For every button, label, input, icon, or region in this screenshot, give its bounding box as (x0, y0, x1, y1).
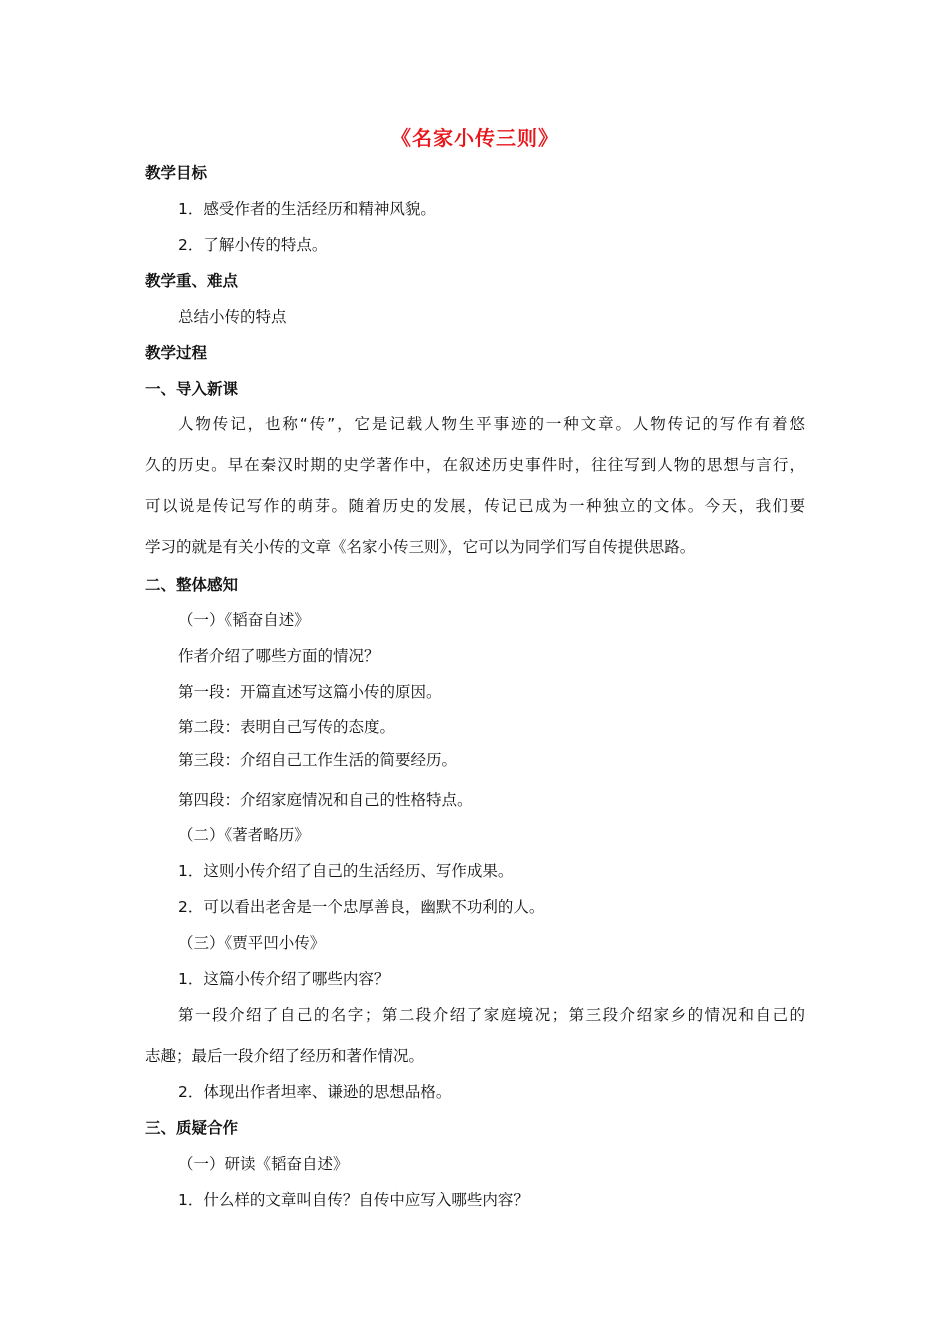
heading-discussion: 三、质疑合作 (145, 1119, 239, 1137)
intro-line-2: 久的历史。早在秦汉时期的史学著作中，在叙述历史事件时，往往写到人物的思想与言行， (145, 456, 805, 474)
intro-line-1: 人物传记，也称“传”，它是记载人物生平事迹的一种文章。人物传记的写作有着悠 (178, 415, 805, 433)
goal-item-2: 2．了解小传的特点。 (178, 236, 328, 254)
intro-paragraph (145, 414, 805, 578)
intro-line-3: 可以说是传记写作的萌芽。随着历史的发展，传记已成为一种独立的文体。今天，我们要 (145, 497, 805, 515)
taofen-paragraph-2: 第二段：表明自己写传的态度。 (178, 718, 396, 736)
laoshe-item-1: 1．这则小传介绍了自己的生活经历、写作成果。 (178, 862, 514, 880)
jiapingwa-answer-line-2: 志趣；最后一段介绍了经历和著作情况。 (145, 1047, 425, 1065)
subheading-taofen: （一）《韬奋自述》 (178, 611, 310, 629)
key-points-text: 总结小传的特点 (178, 308, 287, 326)
taofen-paragraph-3: 第三段：介绍自己工作生活的简要经历。 (178, 751, 458, 769)
jiapingwa-answer-line-1: 第一段介绍了自己的名字；第二段介绍了家庭境况；第三段介绍家乡的情况和自己的 (178, 1006, 805, 1024)
heading-teaching-goals: 教学目标 (145, 164, 208, 182)
heading-intro: 一、导入新课 (145, 380, 239, 398)
heading-teaching-process: 教学过程 (145, 344, 208, 362)
goal-item-1: 1．感受作者的生活经历和精神风貌。 (178, 200, 436, 218)
jiapingwa-item-2: 2．体现出作者坦率、谦逊的思想品格。 (178, 1083, 452, 1101)
question-taofen: 作者介绍了哪些方面的情况？ (178, 647, 380, 665)
discussion-item-1: 1．什么样的文章叫自传？自传中应写入哪些内容？ (178, 1191, 529, 1209)
intro-line-4: 学习的就是有关小传的文章《名家小传三则》，它可以为同学们写自传提供思路。 (145, 538, 696, 556)
document-title: 《名家小传三则》 (391, 126, 559, 150)
heading-overall: 二、整体感知 (145, 576, 239, 594)
laoshe-item-2: 2．可以看出老舍是一个忠厚善良，幽默不功利的人。 (178, 898, 545, 916)
subheading-laoshe: （二）《著者略历》 (178, 826, 310, 844)
subheading-discussion-taofen: （一）研读《韬奋自述》 (178, 1155, 349, 1173)
jiapingwa-answer (145, 1005, 805, 1087)
subheading-jiapingwa: （三）《贾平凹小传》 (178, 934, 326, 952)
taofen-paragraph-1: 第一段：开篇直述写这篇小传的原因。 (178, 683, 442, 701)
heading-key-points: 教学重、难点 (145, 272, 239, 290)
jiapingwa-item-1: 1．这篇小传介绍了哪些内容？ (178, 970, 390, 988)
taofen-paragraph-4: 第四段：介绍家庭情况和自己的性格特点。 (178, 791, 473, 809)
